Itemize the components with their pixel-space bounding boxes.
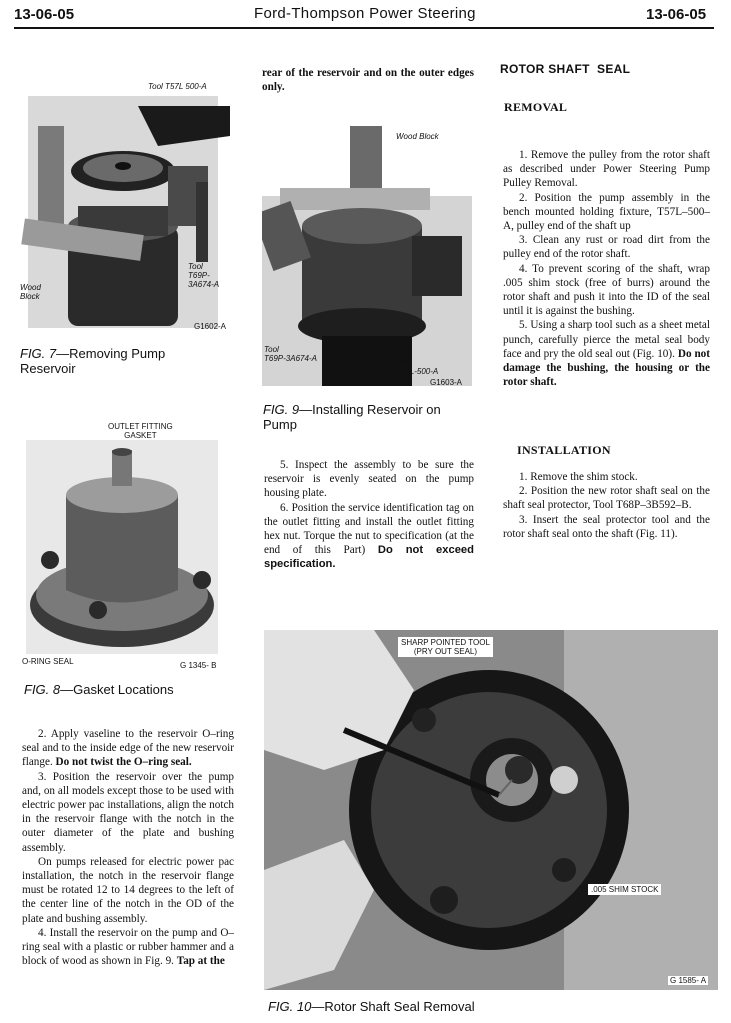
col1-step3-note: On pumps released for electric power pac installation, the notch in the reservoir flange must be rotated 12 to 14 degrees to the left of the center line of the notch in the OD of the plate and bushing assembly. <box>22 855 234 925</box>
fig7-photo <box>18 86 230 338</box>
col3-installation-body <box>503 470 710 541</box>
fig8-code: G 1345- B <box>180 661 217 670</box>
col2-step6: 6. Position the service identification tag on the outlet fitting and install the outlet fitting hex nut. Torque the nut to specification (at the end of this Part) Do not exceed specification. <box>264 501 474 571</box>
installation-heading: INSTALLATION <box>517 443 611 457</box>
fig7-code: G1602-A <box>194 322 227 331</box>
fig10-label-shim: .005 SHIM STOCK <box>588 884 661 895</box>
install-step3: 3. Insert the seal protector tool and the rotor shaft seal onto the shaft (Fig. 11). <box>503 513 710 540</box>
install-step2: 2. Position the new rotor shaft seal on the shaft seal protector, Tool T68P–3B592–B. <box>503 485 710 512</box>
page-title: Ford-Thompson Power Steering <box>254 5 476 22</box>
fig9-caption: FIG. 9—Installing Reservoir on Pump <box>263 402 441 432</box>
fig7-label-wood-block: Wood Block <box>20 283 41 301</box>
page-number-right: 13-06-05 <box>646 6 707 23</box>
removal-heading: REMOVAL <box>504 100 568 114</box>
removal-step5: 5. Using a sharp tool such as a sheet metal punch, carefully pierce the metal seal body face and pry the old seal out (Fig. 10). Do not damage the bushing, the housing or the rotor shaft. <box>503 319 711 389</box>
fig10-label-tool: SHARP POINTED TOOL (PRY OUT SEAL) <box>398 637 493 657</box>
removal-step3: 3. Clean any rust or road dirt from the pulley end of the rotor shaft. <box>503 234 710 261</box>
fig8-caption: FIG. 8—Gasket Locations <box>24 682 174 697</box>
col1-step4: 4. Install the reservoir on the pump and O–ring seal with a plastic or rubber hammer and a block of wood as shown in Fig. 9. Tap at the <box>22 926 234 968</box>
col3-removal-body <box>503 148 710 389</box>
col2-top-text: rear of the reservoir and on the outer edges only. <box>262 67 474 94</box>
fig9-label-tool-left: Tool T69P-3A674-A <box>264 345 317 363</box>
col1-body <box>22 727 234 968</box>
fig10-code: G 1585- A <box>670 976 707 985</box>
fig8-label-outlet: OUTLET FITTING GASKET <box>108 422 173 440</box>
col2-body <box>264 458 474 572</box>
fig10-caption: FIG. 10—Rotor Shaft Seal Removal <box>268 999 475 1014</box>
removal-step4: 4. To prevent scoring of the shaft, wrap .005 shim stock (free of burrs) around the rotor shaft and push it into the ID of the seal until it is against the bushing. <box>503 262 710 318</box>
fig10-photo <box>264 630 718 990</box>
page-number-left: 13-06-05 <box>14 6 75 23</box>
section-title-rotor-shaft-seal: ROTOR SHAFT SEAL <box>500 62 631 76</box>
fig7-caption: FIG. 7—Removing Pump Reservoir <box>20 346 166 376</box>
fig9-label-wood-block: Wood Block <box>396 132 439 141</box>
col1-step3: 3. Position the reservoir over the pump and, on all models except those to be used with electric power pac installations, align the notch in the reservoir flange with the notch in the outer diameter of the plate and bushing assembly. <box>22 770 234 854</box>
col2-step5: 5. Inspect the assembly to be sure the reservoir is evenly seated on the pump housing plate. <box>264 459 474 500</box>
removal-step1: 1. Remove the pulley from the rotor shaft as described under Power Steering Pump Pulley Removal. <box>503 149 710 190</box>
install-step1: 1. Remove the shim stock. <box>519 471 638 483</box>
fig7-label-tool-right: Tool T69P- 3A674-A <box>188 262 220 289</box>
fig8-photo <box>26 440 218 654</box>
removal-step2: 2. Position the pump assembly in the bench mounted holding fixture, T57L–500–A, pulley end of the shaft up <box>503 191 710 233</box>
header-rule <box>14 27 714 29</box>
fig7-label-tool-top: Tool T57L 500-A <box>148 82 207 91</box>
fig9-label-tool-right: Tool T57L-500-A <box>396 358 439 376</box>
col1-step2: 2. Apply vaseline to the reservoir O–ring seal and to the inside edge of the new reservoir flange. Do not twist the O–ring seal. <box>22 728 234 769</box>
fig8-label-oring: O-RING SEAL <box>22 657 74 666</box>
fig9-code: G1603-A <box>430 378 463 387</box>
